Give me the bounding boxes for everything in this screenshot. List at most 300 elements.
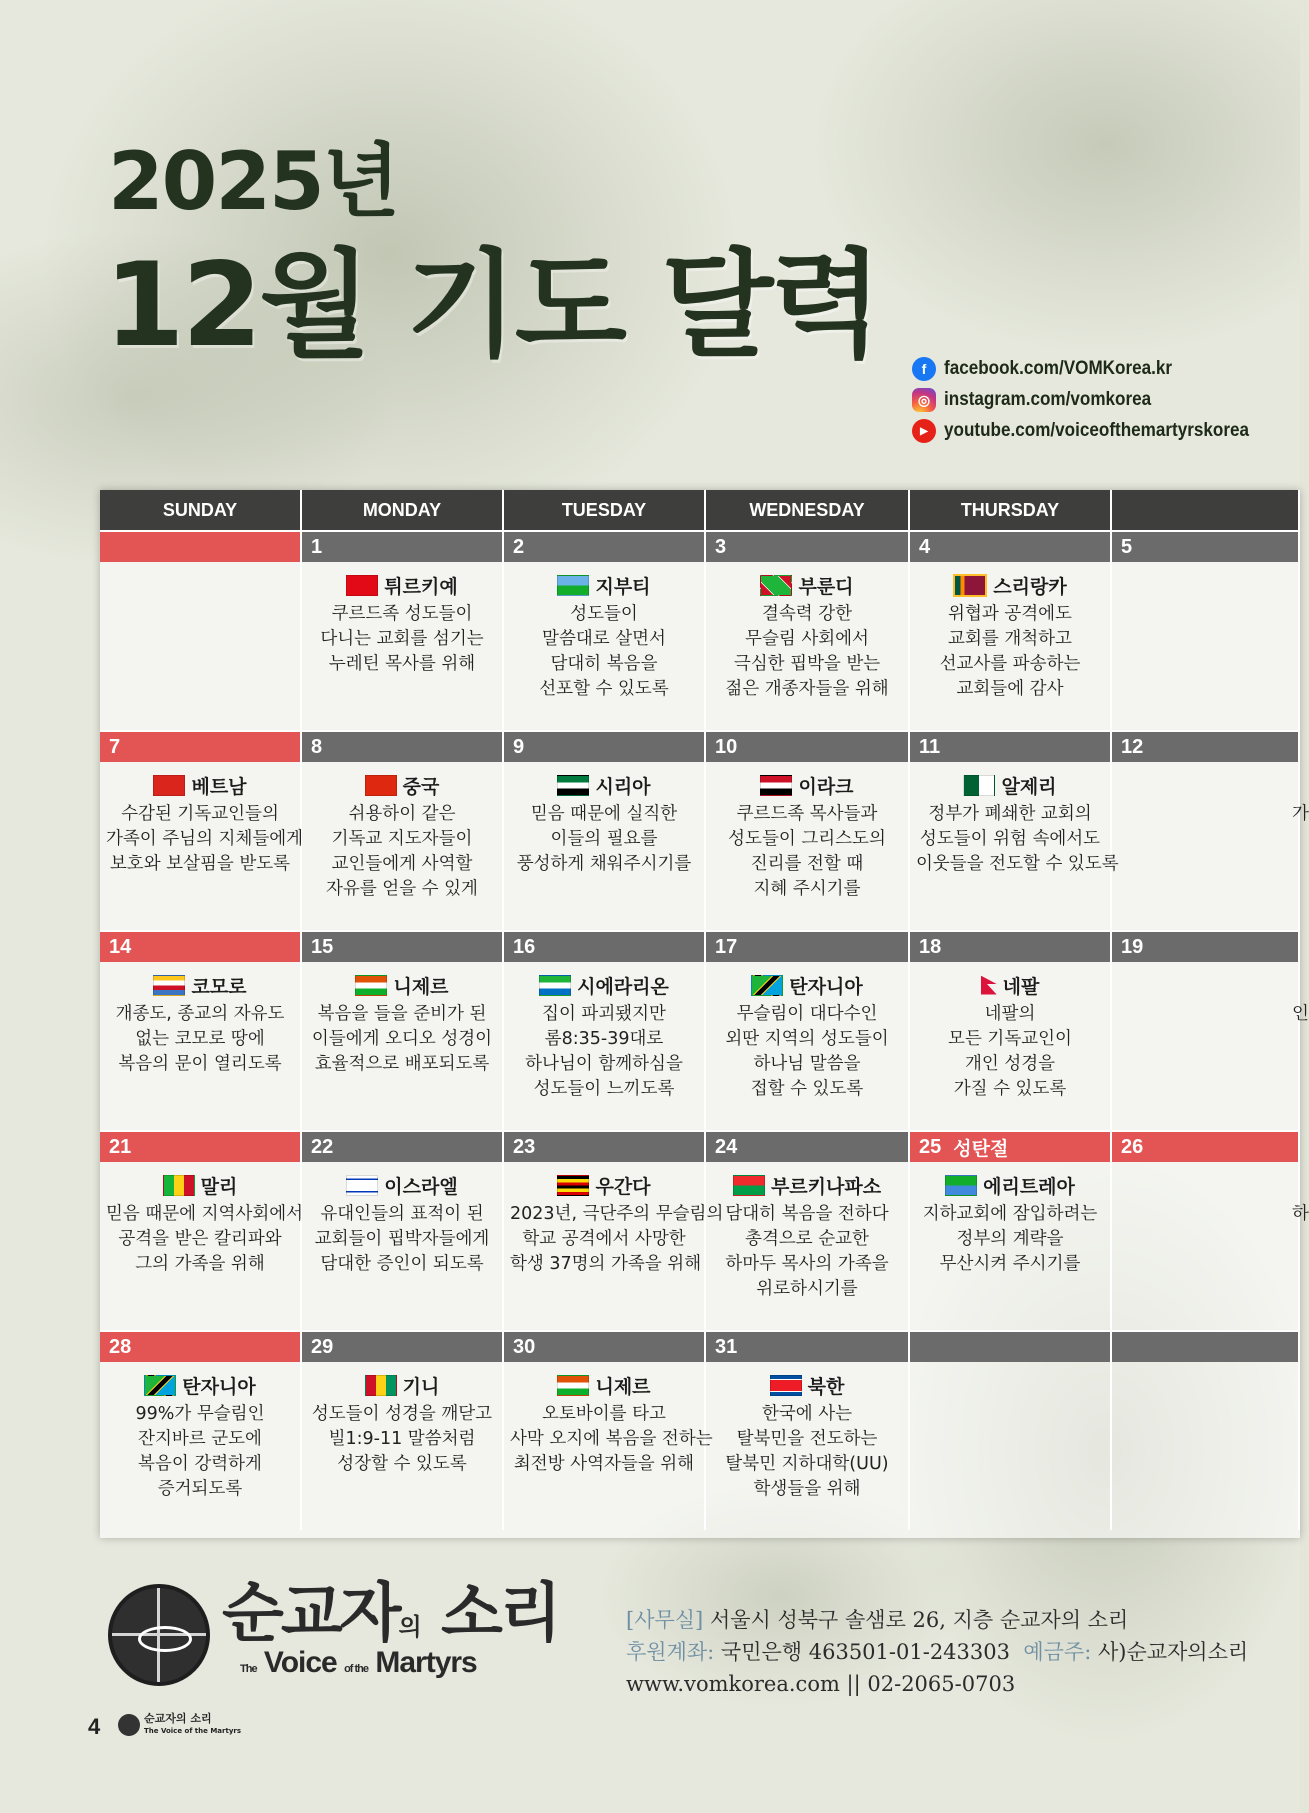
date-number: 12 [1121,735,1144,758]
guinea-flag-icon [365,1375,397,1396]
date-number: 22 [311,1135,334,1158]
day-cell [706,1130,910,1330]
prayer-line: 한국에 사는 [761,1404,853,1424]
country-name: 시리아 [595,775,651,798]
contact-info [626,1604,1248,1700]
prayer-line: 학생들을 위해 [753,1479,861,1499]
country-name: 이스라엘 [384,1175,458,1198]
date-number: 11 [919,735,941,758]
country-name: 탄자니아 [789,975,863,998]
prayer-line: 탈북민을 전도하는 [736,1429,878,1449]
prayer-line: 학교 공격에서 사망한 [522,1229,686,1249]
title-year: 2025년 [108,135,398,228]
prayer-line: 개인 성경을 [964,1054,1056,1074]
prayer-line: 다니는 교회를 섬기는 [320,629,484,649]
prayer-line: 증거되도록 [157,1479,243,1499]
country-name: 시에라리온 [577,975,669,998]
day-cell [302,1330,504,1530]
country-heading [706,572,908,598]
date-bar [1112,530,1298,562]
prayer-line: 없는 코모로 땅에 [135,1029,265,1049]
sierraleone-flag-icon [539,975,571,996]
date-number: 7 [109,735,121,758]
youtube-link[interactable] [912,416,1283,446]
date-number: 3 [715,535,727,558]
prayer-line: 쉬용하이 같은 [348,804,456,824]
date-number: 23 [513,1135,536,1158]
prayer-request [100,802,304,877]
date-number: 14 [109,935,132,958]
prayer-line: 그의 가족을 위해 [135,1254,265,1274]
day-header: THURSDAY [910,490,1112,530]
donation-account: 후원계좌: 국민은행 463501-01-243303 예금주: 사)순교자의소리 [626,1640,1249,1664]
date-number: 31 [715,1335,738,1358]
date-number: 19 [1121,935,1144,958]
prayer-line: 잔지바르 군도에 [138,1429,262,1449]
prayer-line: 젊은 개종자들을 위해 [725,679,889,699]
day-cell [504,1130,724,1330]
date-bar [706,530,908,562]
country-name: 북한 [807,1375,845,1398]
date-number: 4 [919,535,931,558]
day-cell [504,1330,713,1530]
country-heading [910,572,1110,598]
prayer-line: 결속력 강한 [761,604,853,624]
day-cell [706,1330,910,1530]
burundi-flag-icon [760,575,792,596]
prayer-line: 자유를 얻을 수 있게 [326,879,478,899]
date-bar [100,730,300,762]
mini-globe-icon [118,1714,140,1736]
prayer-line: 위로하시기를 [756,1279,858,1299]
country-heading [504,772,704,798]
prayer-line: 접할 수 있도록 [750,1079,864,1099]
prayer-line: 오토바이를 타고 [542,1404,666,1424]
prayer-request [706,802,908,902]
prayer-line: 이들의 필요를 [550,829,658,849]
prayer-request: 하 [1292,1204,1309,1224]
prayer-line: 담대히 복음을 [550,654,658,674]
day-header: TUESDAY [504,490,706,530]
prayer-request: 가 [1292,804,1309,824]
youtube-url[interactable]: youtube.com/voiceofthemartyrskorea [944,420,1250,441]
date-bar [100,530,300,562]
calendar-body [100,530,1309,1530]
prayer-line: 믿음 때문에 실직한 [530,804,678,824]
prayer-line: 선포할 수 있도록 [539,679,669,699]
country-heading [910,972,1110,998]
prayer-line: 기독교 지도자들이 [331,829,473,849]
date-bar [302,1130,502,1162]
prayer-request [504,1202,724,1277]
prayer-request [302,1002,502,1077]
day-cell [1112,1330,1300,1530]
prayer-line: 수감된 기독교인들의 [121,804,279,824]
date-number: 10 [715,735,738,758]
country-heading [504,1172,704,1198]
comoros-flag-icon [153,975,185,996]
country-heading [302,972,502,998]
date-bar [910,930,1110,962]
page-number: 4 [88,1714,101,1739]
prayer-line: 하마두 목사의 가족을 [725,1254,889,1274]
date-bar [100,930,300,962]
israel-flag-icon [346,1175,378,1196]
prayer-line: 빌1:9-11 말씀처럼 [328,1429,476,1449]
date-bar [302,930,502,962]
day-header [1112,490,1300,530]
date-bar [706,930,908,962]
prayer-line: 무산시켜 주시기를 [939,1254,1081,1274]
china-flag-icon [365,775,397,796]
date-bar [910,1330,1110,1362]
burkinafaso-flag-icon [733,1175,765,1196]
logo-korean: 순교자의 소리 [222,1577,559,1651]
prayer-line: 교회들이 핍박자들에게 [314,1229,490,1249]
prayer-request [100,1402,300,1502]
date-number: 9 [513,735,525,758]
uganda-flag-icon [557,1175,589,1196]
country-heading [504,972,704,998]
date-number: 8 [311,735,323,758]
day-cell [100,1130,302,1330]
calendar-week [100,730,1309,930]
country-name: 기니 [402,1375,440,1398]
date-bar [504,530,704,562]
calendar-week [100,530,1300,730]
day-cell [706,730,910,930]
prayer-request [504,602,704,702]
country-heading [302,1172,502,1198]
prayer-request: 인 [1292,1004,1309,1024]
prayer-line: 가족이 주님의 지체들에게 [106,829,304,849]
country-name: 우간다 [595,1175,651,1198]
date-bar [100,1130,300,1162]
date-number: 24 [715,1135,738,1158]
social-links [912,354,1283,447]
niger-flag-icon [557,1375,589,1396]
prayer-line: 극심한 핍박을 받는 [733,654,881,674]
date-bar [1112,1330,1298,1362]
day-cell [100,730,302,930]
prayer-line: 진리를 전할 때 [750,854,864,874]
prayer-line: 하나님 말씀을 [753,1054,861,1074]
date-bar [1112,730,1298,762]
prayer-line: 지혜 주시기를 [753,879,861,899]
date-bar [1112,1130,1298,1162]
globe-icon [108,1584,210,1686]
country-name: 니제르 [595,1375,651,1398]
prayer-line: 99%가 무슬림인 [135,1404,265,1424]
holiday-label: 성탄절 [953,1138,1009,1160]
prayer-request [910,1202,1110,1277]
date-number: 29 [311,1335,334,1358]
day-cell [910,530,1112,730]
facebook-url[interactable]: facebook.com/VOMKorea.kr [944,358,1173,379]
prayer-line: 학생 37명의 가족을 위해 [510,1254,702,1274]
day-cell [910,1330,1112,1530]
prayer-line: 복음의 문이 열리도록 [118,1054,282,1074]
calendar-week [100,930,1309,1130]
country-heading [504,1372,704,1398]
date-number: 28 [109,1335,132,1358]
country-heading [302,572,502,598]
instagram-link[interactable] [912,385,1283,415]
country-name: 니제르 [393,975,449,998]
mini-logo: 순교자의 소리 The Voice of the Martyrs [118,1713,241,1737]
prayer-line: 담대한 증인이 되도록 [320,1254,484,1274]
fish-icon [138,1626,192,1652]
day-cell [1112,930,1309,1130]
country-name: 에리트레아 [983,1175,1075,1198]
date-bar [504,1130,704,1162]
country-name: 부르키나파소 [770,1175,882,1198]
day-cell [1112,530,1300,730]
date-number: 18 [919,935,942,958]
prayer-line: 공격을 받은 칼리파와 [118,1229,282,1249]
country-name: 코모로 [191,975,247,998]
prayer-request [706,602,908,702]
syria-flag-icon [557,775,589,796]
day-cell [1112,730,1309,930]
prayer-line: 이웃들을 전도할 수 있도록 [916,854,1119,874]
prayer-line: 믿음 때문에 지역사회에서 [106,1204,304,1224]
prayer-line: 교회들에 감사 [956,679,1064,699]
country-name: 이라크 [798,775,854,798]
prayer-line: 성장할 수 있도록 [337,1454,467,1474]
prayer-line: 보호와 보살핌을 받도록 [109,854,291,874]
date-number: 17 [715,935,738,958]
date-bar [910,730,1110,762]
eritrea-flag-icon [945,1175,977,1196]
title-month: 12월 기도 달력 [104,238,880,373]
day-cell [910,930,1112,1130]
country-heading [706,1372,908,1398]
calendar-week [100,1130,1309,1330]
prayer-request [504,802,704,877]
date-bar [504,1330,704,1362]
day-cell [100,530,302,730]
country-heading [706,1172,908,1198]
prayer-line: 위협과 공격에도 [948,604,1072,624]
niger-flag-icon [355,975,387,996]
tanzania-flag-icon [751,975,783,996]
country-heading [100,1172,300,1198]
prayer-line: 사막 오지에 복음을 전하는 [510,1429,713,1449]
date-number: 30 [513,1335,536,1358]
prayer-line: 성도들이 성경을 깨닫고 [311,1404,493,1424]
date-bar [302,1330,502,1362]
day-cell [100,1330,302,1530]
day-cell [910,1130,1112,1330]
prayer-line: 가질 수 있도록 [953,1079,1067,1099]
prayer-request [910,602,1110,702]
youtube-icon: ▶ [912,419,936,443]
prayer-line: 성도들이 그리스도의 [728,829,886,849]
prayer-line: 지하교회에 잠입하려는 [922,1204,1098,1224]
prayer-line: 최전방 사역자들을 위해 [513,1454,695,1474]
srilanka-flag-icon [953,574,987,597]
prayer-line: 복음이 강력하게 [138,1454,262,1474]
country-name: 탄자니아 [182,1375,256,1398]
prayer-line: 집이 파괴됐지만 [542,1004,666,1024]
country-heading [910,1172,1110,1198]
prayer-line: 탈북민 지하대학(UU) [725,1454,889,1474]
prayer-line: 무슬림이 대다수인 [736,1004,878,1024]
calendar-week [100,1330,1300,1530]
day-cell [302,530,504,730]
date-bar [910,530,1110,562]
prayer-line: 담대히 복음을 전하다 [725,1204,889,1224]
date-bar [706,1330,908,1362]
day-cell [1112,1130,1309,1330]
date-bar [1112,930,1298,962]
country-heading [706,972,908,998]
prayer-line: 네팔의 [984,1004,1036,1024]
prayer-line: 개종도, 종교의 자유도 [115,1004,285,1024]
country-heading [100,972,300,998]
date-number: 21 [109,1135,132,1158]
date-number: 25 [919,1135,942,1158]
prayer-line: 정부가 폐쇄한 교회의 [928,804,1092,824]
prayer-request [504,1402,713,1477]
country-heading [302,1372,502,1398]
country-name: 튀르키예 [384,575,458,598]
prayer-line: 풍성하게 채워주시기를 [516,854,692,874]
vom-logo [104,1577,559,1688]
logo-english: The Voice of the Martyrs [240,1646,477,1679]
facebook-icon: f [912,357,936,381]
northkorea-flag-icon [770,1375,802,1396]
prayer-request [910,1002,1110,1102]
algeria-flag-icon [963,775,995,796]
day-cell [504,730,706,930]
country-name: 스리랑카 [993,575,1067,598]
prayer-line: 이들에게 오디오 성경이 [311,1029,493,1049]
country-name: 중국 [402,775,440,798]
prayer-line: 복음을 들을 준비가 된 [317,1004,487,1024]
prayer-line: 무슬림 사회에서 [745,629,869,649]
prayer-request [100,1202,304,1277]
date-number: 16 [513,935,536,958]
date-bar [706,730,908,762]
prayer-line: 누레틴 목사를 위해 [328,654,476,674]
prayer-line: 쿠르드족 목사들과 [736,804,878,824]
prayer-line: 성도들이 [570,604,638,624]
country-name: 알제리 [1001,775,1057,798]
day-cell [302,1130,504,1330]
prayer-line: 총격으로 순교한 [745,1229,869,1249]
date-bar [504,930,704,962]
office-address: [사무실] 서울시 성북구 솔샘로 26, 지층 순교자의 소리 [626,1608,1129,1632]
day-cell [706,530,910,730]
date-number: 15 [311,935,334,958]
day-cell [302,930,504,1130]
vietnam-flag-icon [153,775,185,796]
iraq-flag-icon [760,775,792,796]
turkey-flag-icon [346,575,378,596]
prayer-line: 쿠르드족 성도들이 [331,604,473,624]
date-bar [706,1130,908,1162]
country-heading [100,1372,300,1398]
date-number: 5 [1121,535,1133,558]
prayer-line: 롬8:35-39대로 [544,1029,664,1049]
prayer-request [910,802,1119,877]
website-phone[interactable]: www.vomkorea.com || 02-2065-0703 [626,1672,1016,1696]
country-name: 말리 [200,1175,238,1198]
prayer-line: 외딴 지역의 성도들이 [725,1029,889,1049]
facebook-link[interactable] [912,354,1283,384]
prayer-line: 유대인들의 표적이 된 [320,1204,484,1224]
prayer-line: 성도들이 느끼도록 [533,1079,675,1099]
tanzania-flag-icon [144,1375,176,1396]
prayer-line: 모든 기독교인이 [948,1029,1072,1049]
date-bar [302,530,502,562]
date-number: 1 [311,535,323,558]
date-bar [100,1330,300,1362]
nepal-flag-icon [981,976,997,995]
date-number: 26 [1121,1135,1144,1158]
day-header: SUNDAY [100,490,302,530]
day-cell [302,730,504,930]
prayer-request [100,1002,300,1077]
instagram-url[interactable]: instagram.com/vomkorea [944,389,1152,410]
calendar-header [100,490,1300,530]
prayer-request [504,1002,704,1102]
prayer-request [302,1402,502,1477]
day-header: MONDAY [302,490,504,530]
day-cell [504,530,706,730]
prayer-request [706,1402,908,1502]
day-cell [100,930,302,1130]
country-name: 베트남 [191,775,247,798]
day-cell [910,730,1119,930]
prayer-line: 교인들에게 사역할 [331,854,473,874]
prayer-line: 정부의 계략을 [956,1229,1064,1249]
instagram-icon: ◎ [912,388,936,412]
country-name: 네팔 [1002,975,1040,998]
date-number: 2 [513,535,525,558]
date-bar [910,1130,1110,1162]
prayer-request [302,602,502,677]
country-name: 지부티 [595,575,651,598]
prayer-line: 하나님이 함께하심을 [525,1054,683,1074]
prayer-request [302,1202,502,1277]
mali-flag-icon [163,1175,195,1196]
prayer-line: 말씀대로 살면서 [542,629,666,649]
prayer-request [706,1202,908,1302]
date-bar [302,730,502,762]
prayer-line: 효율적으로 배포되도록 [314,1054,490,1074]
prayer-line: 2023년, 극단주의 무슬림의 [510,1204,724,1224]
prayer-line: 교회를 개척하고 [948,629,1072,649]
prayer-line: 선교사를 파송하는 [939,654,1081,674]
country-heading [302,772,502,798]
country-name: 부룬디 [798,575,854,598]
day-cell [706,930,910,1130]
country-heading [504,572,704,598]
country-heading [910,772,1110,798]
prayer-request [706,1002,908,1102]
day-cell [504,930,706,1130]
day-header: WEDNESDAY [706,490,910,530]
djibouti-flag-icon [557,575,589,596]
prayer-line: 성도들이 위험 속에서도 [919,829,1101,849]
country-heading [100,772,300,798]
prayer-request [302,802,502,902]
prayer-calendar [100,490,1309,1538]
country-heading [706,772,908,798]
